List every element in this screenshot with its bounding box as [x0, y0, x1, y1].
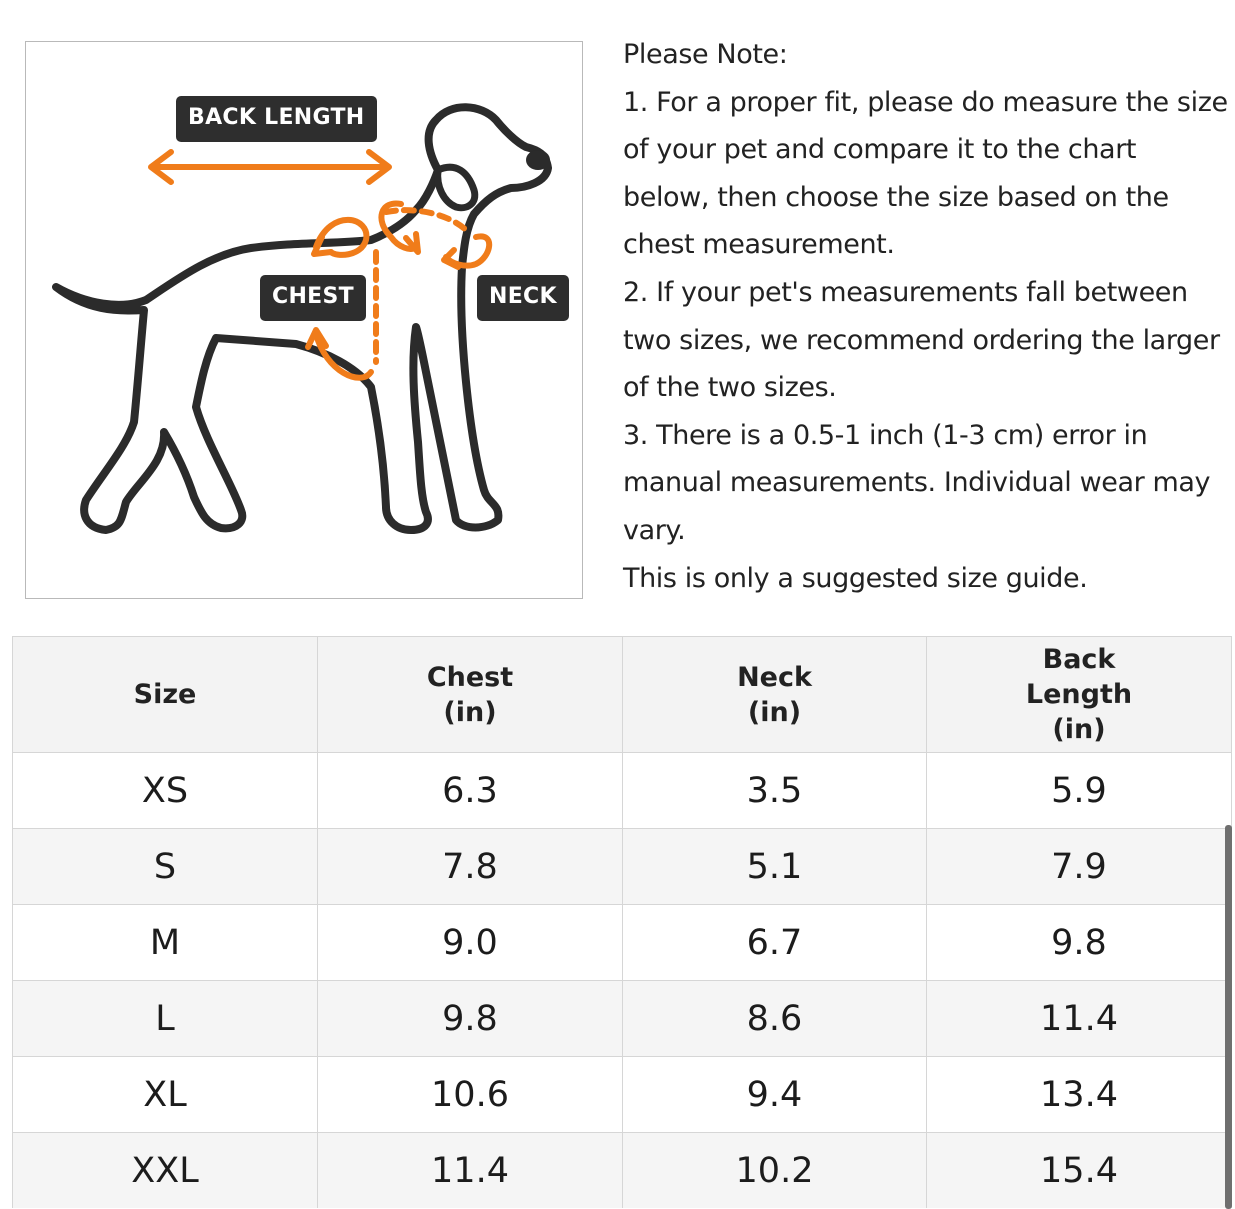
- note-item-3: 3. There is a 0.5-1 inch (1-3 cm) error in manual measurements. Individual wear may vary.: [623, 419, 1211, 546]
- cell-neck: 8.6: [623, 981, 927, 1057]
- note-item-1: 1. For a proper fit, please do measure the size of your pet and compare it to the chart below, then choose the size based on the chest measurement.: [623, 86, 1228, 261]
- vertical-scrollbar[interactable]: [1225, 825, 1232, 1209]
- table-header-row: [13, 637, 1232, 753]
- note-heading: Please Note:: [623, 39, 788, 70]
- cell-chest: 11.4: [318, 1133, 623, 1209]
- table-row: [13, 753, 1232, 829]
- cell-size: XXL: [13, 1133, 318, 1209]
- header-back-length: Back Length (in): [927, 637, 1232, 753]
- header-chest: Chest (in): [318, 637, 623, 753]
- neck-label: NECK: [477, 275, 569, 321]
- cell-back-length: 11.4: [927, 981, 1232, 1057]
- cell-back-length: 7.9: [927, 829, 1232, 905]
- dog-measurement-diagram: [25, 41, 583, 599]
- dog-nose: [526, 150, 550, 170]
- cell-chest: 9.8: [318, 981, 623, 1057]
- size-chart-table: [12, 636, 1232, 1208]
- table-row: [13, 1057, 1232, 1133]
- please-note-text: [623, 31, 1228, 602]
- chest-label: CHEST: [260, 275, 366, 321]
- cell-chest: 6.3: [318, 753, 623, 829]
- cell-back-length: 5.9: [927, 753, 1232, 829]
- cell-neck: 9.4: [623, 1057, 927, 1133]
- cell-size: M: [13, 905, 318, 981]
- cell-chest: 7.8: [318, 829, 623, 905]
- cell-chest: 9.0: [318, 905, 623, 981]
- cell-size: S: [13, 829, 318, 905]
- cell-back-length: 9.8: [927, 905, 1232, 981]
- cell-back-length: 13.4: [927, 1057, 1232, 1133]
- cell-neck: 10.2: [623, 1133, 927, 1209]
- table-row: [13, 1133, 1232, 1209]
- cell-neck: 3.5: [623, 753, 927, 829]
- cell-size: XS: [13, 753, 318, 829]
- header-neck: Neck (in): [623, 637, 927, 753]
- note-item-2: 2. If your pet's measurements fall between two sizes, we recommend ordering the larger of the two sizes.: [623, 276, 1220, 404]
- cell-neck: 6.7: [623, 905, 927, 981]
- back-length-label: BACK LENGTH: [176, 96, 377, 142]
- table-row: [13, 905, 1232, 981]
- dog-ear: [438, 167, 475, 208]
- cell-size: XL: [13, 1057, 318, 1133]
- cell-back-length: 15.4: [927, 1133, 1232, 1209]
- cell-size: L: [13, 981, 318, 1057]
- table-row: [13, 981, 1232, 1057]
- cell-chest: 10.6: [318, 1057, 623, 1133]
- note-footer: This is only a suggested size guide.: [623, 562, 1088, 594]
- cell-neck: 5.1: [623, 829, 927, 905]
- table-row: [13, 829, 1232, 905]
- header-size: Size: [13, 637, 318, 753]
